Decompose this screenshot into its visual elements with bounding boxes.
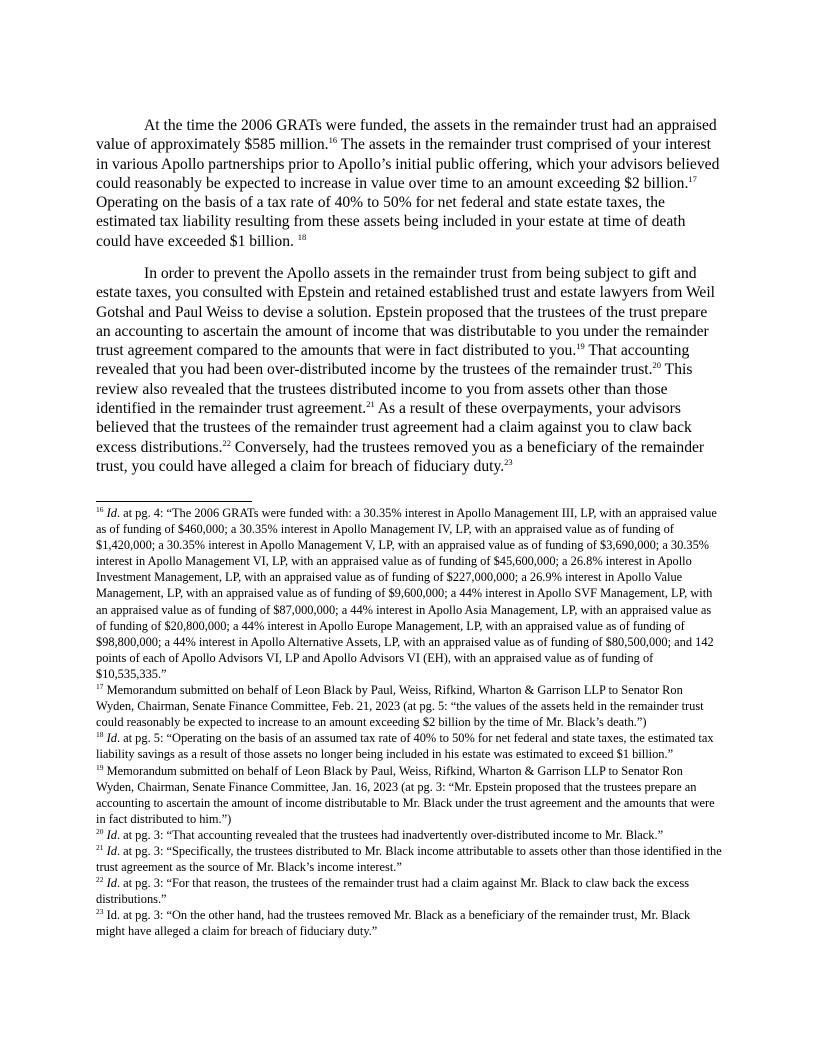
footnote-text: Memorandum submitted on behalf of Leon Black by Paul, Weiss, Rifkind, Wharton & Garrison LLP to Senator Ron Wyden, Chairman, Senate Finance Committee, Jan. 16, 2023 (at pg. 3: “Mr. Epstein proposed that the trustees prepare an accounting to ascertain the amount of income distributable to Mr. Black under the trust agreement and the amounts that were in fact distributed to him.”) — [96, 763, 715, 826]
paragraph-text: At the time the 2006 GRATs were funded, the assets in the remainder trust had an appraised value of approximately $585 million. — [96, 117, 717, 154]
footnote-number: 18 — [96, 730, 104, 740]
footnote-ref[interactable]: 16 — [328, 135, 338, 146]
footnote-number: 21 — [96, 842, 104, 852]
footnote-text: . at pg. 4: “The 2006 GRATs were funded with: a 30.35% interest in Apollo Management III, LP, with an appraised value as of funding of $460,000; a 30.35% interest in Apollo Management IV, LP, with an appraised value as of funding of $1,420,000; a 30.35% interest in Apollo Management V, LP, with an appraised value as of funding of $3,690,000; a 30.35% interest in Apollo Management VI, LP, with an appraised value as of funding of $45,600,000; a 26.8% interest in Apollo Investment Management, LP, with an appraised value as of funding of $227,000,000; a 26.9% interest in Apollo Value Management, LP, with an appraised value as of funding of $9,600,000; a 44% interest in Apollo SVF Management, LP, with an appraised value as of funding of $87,000,000; a 44% interest in Apollo Asia Management, LP, with an appraised value as of funding of $20,800,000; a 44% interest in Apollo Europe Management, LP, with an appraised value as of funding of $98,800,000; a 44% interest in Apollo Alternative Assets, LP, with an appraised value as of funding of $80,500,000; and 142 points of each of Apollo Advisors VI, LP and Apollo Advisors VI (EH), with an appraised value as of funding of $10,535,335.” — [96, 506, 717, 681]
footnote-number: 20 — [96, 826, 104, 836]
footnote — [96, 843, 722, 875]
footnote-number: 23 — [96, 907, 104, 917]
footnote-text: . at pg. 3: “For that reason, the trustees of the remainder trust had a claim against Mr. Black to claw back the excess distributions.” — [96, 876, 690, 907]
body-paragraph-2 — [96, 264, 722, 476]
footnote-text: Memorandum submitted on behalf of Leon Black by Paul, Weiss, Rifkind, Wharton & Garrison LLP to Senator Ron Wyden, Chairman, Senate Finance Committee, Feb. 21, 2023 (at pg. 5: “the values of the assets held in the remainder trust could reasonably be expected to increase to an amount exceeding $2 billion by the time of Mr. Black’s death.”) — [96, 683, 704, 730]
footnote — [96, 505, 722, 682]
paragraph-text: This review also revealed that the trustees distributed income to you from assets other than those identified in the remainder trust agreement. — [96, 361, 693, 418]
paragraph-text: As a result of these overpayments, your advisors believed that the trustees of the remainder trust agreement had a claim against you to claw back excess distributions. — [96, 400, 692, 456]
footnote-ref[interactable]: 22 — [222, 437, 231, 448]
footnote-ref[interactable]: 20 — [652, 360, 662, 371]
footnote-id: Id — [106, 843, 117, 858]
footnote-id: Id — [106, 506, 117, 520]
footnote-text: . at pg. 5: “Operating on the basis of an assumed tax rate of 40% to 50% for net federal and state taxes, the estimated tax liability savings as a result of those assets no longer being included in his estate was estimated to exceed $1 billion.” — [96, 731, 714, 762]
footnote-number: 16 — [96, 505, 104, 514]
footnote-number: 19 — [96, 762, 104, 772]
footnote — [96, 827, 722, 843]
body-paragraph-1 — [96, 116, 722, 251]
footnote-ref[interactable]: 17 — [688, 173, 697, 184]
footnote-id: Id — [106, 731, 117, 746]
footnote-ref[interactable]: 19 — [576, 341, 585, 352]
footnote-number: 17 — [96, 682, 104, 692]
footnote — [96, 763, 722, 827]
footnote-divider — [96, 501, 252, 502]
footnote-text: . at pg. 3: “Specifically, the trustees distributed to Mr. Black income attributable to assets other than those identified in the trust agreement as the source of Mr. Black’s income interest.” — [96, 843, 722, 875]
footnote — [96, 875, 722, 907]
paragraph-text: Operating on the basis of a tax rate of 40% to 50% for net federal and state estate taxes, the estimated tax liability resulting from these assets being included in your estate at time of death could have exceeded $1 billion. — [96, 194, 686, 250]
footnote-id: Id — [106, 827, 117, 842]
footnote — [96, 907, 722, 939]
footnotes-section — [96, 505, 722, 940]
footnote-id: Id — [106, 876, 117, 891]
footnote — [96, 730, 722, 762]
footnote-ref[interactable]: 21 — [366, 399, 375, 410]
footnote-text: Id. at pg. 3: “On the other hand, had the trustees removed Mr. Black as a beneficiary of the remainder trust, Mr. Black might have alleged a claim for breach of fiduciary duty.” — [96, 908, 691, 939]
paragraph-text: That accounting revealed that you had been over-distributed income by the trustees of the remainder trust. — [96, 342, 690, 379]
footnote-number: 22 — [96, 875, 104, 885]
footnote-ref[interactable]: 23 — [504, 456, 513, 467]
paragraph-text: The assets in the remainder trust comprised of your interest in various Apollo partnerships prior to Apollo’s initial public offering, which your advisors believed could reasonably be expected to increase in value over time to an amount exceeding $2 billion. — [96, 136, 720, 192]
footnote-ref[interactable]: 18 — [297, 231, 307, 242]
footnote — [96, 682, 722, 730]
footnote-text: . at pg. 3: “That accounting revealed that the trustees had inadvertently over-distributed income to Mr. Black.” — [116, 827, 664, 842]
paragraph-text: Conversely, had the trustees removed you as a beneficiary of the remainder trust, you could have alleged a claim for breach of fiduciary duty. — [96, 438, 705, 475]
paragraph-text: In order to prevent the Apollo assets in the remainder trust from being subject to gift and estate taxes, you consulted with Epstein and retained established trust and estate lawyers from Weil Gotshal and Paul Weiss to devise a solution. Epstein proposed that the trustees of the trust prepare an accounting to ascertain the amount of income that was distributable to you under the remainder trust agreement compared to the amounts that were in fact distributed to you. — [96, 265, 715, 360]
